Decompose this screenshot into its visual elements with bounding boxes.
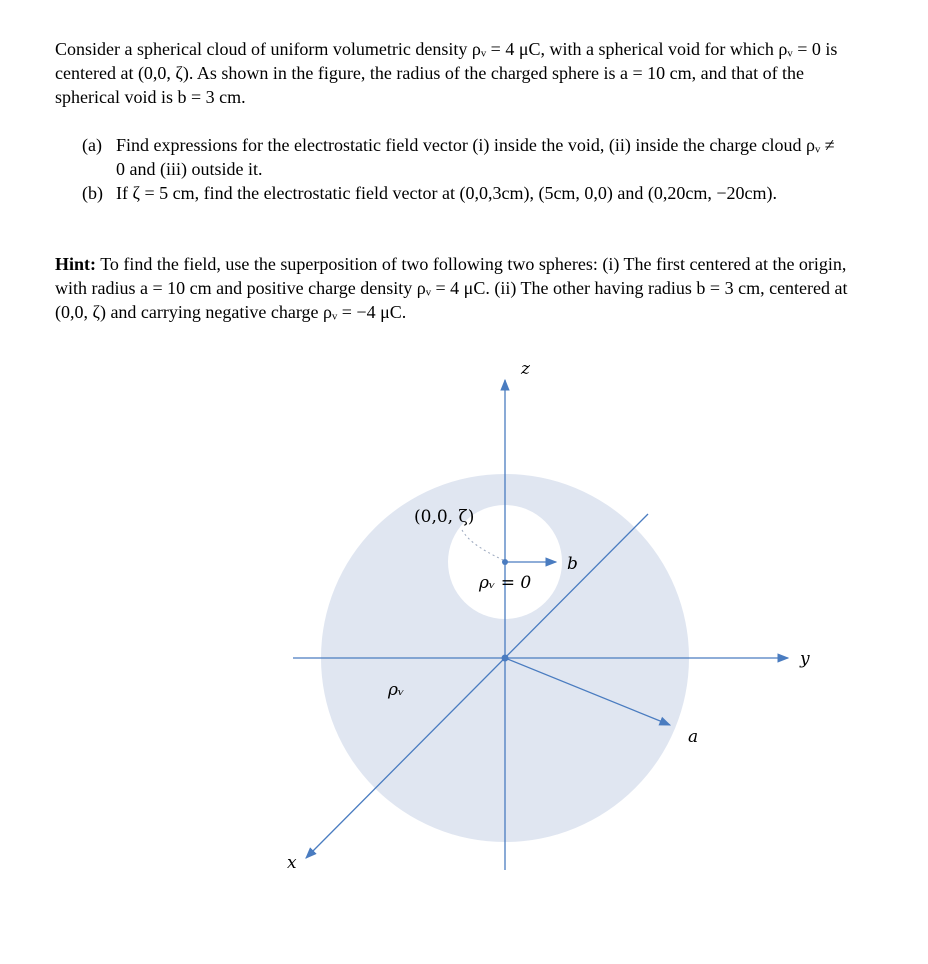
radius-a-label: a xyxy=(688,727,699,747)
hint-label: Hint: xyxy=(55,254,97,274)
question-b-label: (b) xyxy=(82,183,103,203)
void-density-label: ρᵥ = 0 xyxy=(479,573,532,593)
void-center-point xyxy=(502,559,508,565)
radius-b-label: b xyxy=(567,554,578,574)
question-a-text: Find expressions for the electrostatic field vector (i) inside the void, (ii) inside the charge cloud ρᵥ ≠ 0 and (iii) outside it. xyxy=(116,135,835,179)
question-a-label: (a) xyxy=(82,135,102,155)
x-axis-label: x xyxy=(287,853,297,873)
problem-intro: Consider a spherical cloud of uniform volumetric density ρᵥ = 4 μC, with a spherical void for which ρᵥ = 0 is centered at (0,0, ζ). As shown in the figure, the radius of the charged sphere is a = 10 cm, and that of the spherical void is b = 3 cm. xyxy=(55,39,838,107)
z-axis-label: z xyxy=(521,359,530,379)
void-center-label: (0,0, ζ) xyxy=(414,507,475,527)
y-axis-label: y xyxy=(800,649,810,669)
question-b-text: If ζ = 5 cm, find the electrostatic field vector at (0,0,3cm), (5cm, 0,0) and (0,20cm, −20cm). xyxy=(116,183,778,203)
origin-point xyxy=(502,655,509,662)
hint-text: To find the field, use the superposition of two following two spheres: (i) The first centered at the origin, with radius a = 10 cm and positive charge density ρᵥ = 4 μC. (ii) The other having radius b = 3 cm, centered at (0,0, ζ) and carrying negative charge ρᵥ = −4 μC. xyxy=(55,254,848,322)
cloud-density-label: ρᵥ xyxy=(388,680,405,700)
